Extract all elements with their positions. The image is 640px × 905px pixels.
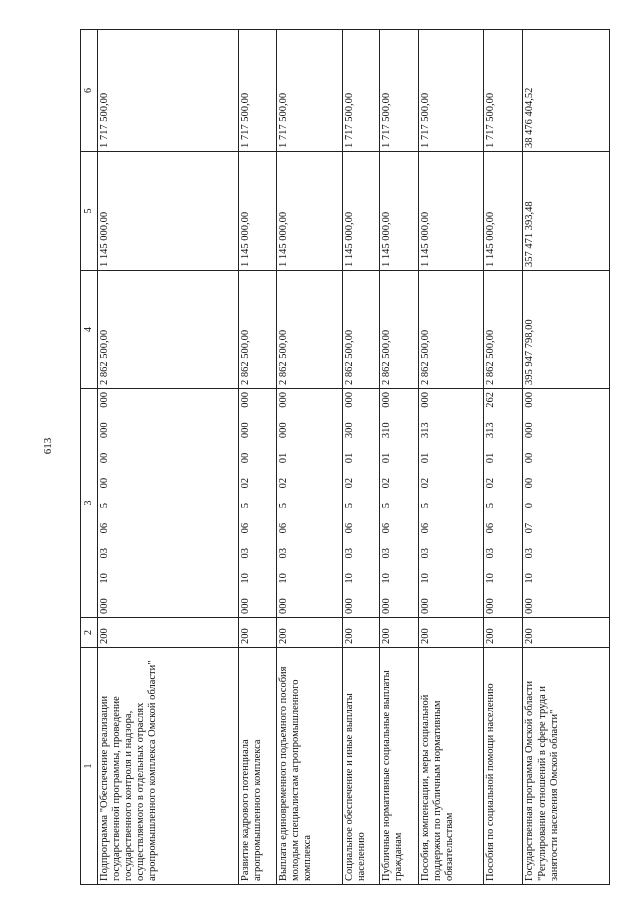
row-name-cell: Пособия, компенсации, меры социальной поддержки по публичным нормативным обязательствам — [418, 648, 483, 885]
amount-col4-cell: 2 862 500,00 — [276, 271, 342, 389]
admin-code-cell: 200 — [342, 618, 380, 648]
code-segment: 000 — [277, 422, 289, 439]
code-segment: 313 — [484, 422, 496, 439]
code-segment: 5 — [99, 503, 111, 509]
code-segment: 10 — [277, 573, 289, 584]
classification-code-cell — [342, 389, 380, 618]
classification-code-cell — [239, 389, 277, 618]
code-segment: 02 — [343, 477, 355, 489]
code-segment: 10 — [484, 573, 496, 584]
amount-col6-cell: 1 717 500,00 — [342, 30, 380, 152]
code-segment: 310 — [381, 422, 393, 439]
amount-col5-cell: 1 145 000,00 — [380, 152, 419, 271]
code-segment: 01 — [277, 452, 289, 464]
amount-col5-cell: 357 471 393,48 — [523, 152, 610, 271]
code-segment: 000 — [277, 598, 289, 614]
code-segment: 01 — [419, 452, 431, 464]
code-segment: 5 — [240, 503, 252, 509]
amount-col6-cell: 1 717 500,00 — [276, 30, 342, 152]
amount-col4-cell: 2 862 500,00 — [239, 271, 277, 389]
table-row — [523, 30, 610, 885]
code-segments — [240, 392, 252, 614]
code-segment: 10 — [524, 573, 536, 584]
table-row — [483, 30, 523, 885]
table-row — [239, 30, 277, 885]
row-name-cell: Подпрограмма "Обеспечение реализации государственной программы, проведение государственного контроля и надзора, осуществляемого в отдельных отраслях агропромышленного комплекса Омской области" — [98, 648, 239, 885]
table-row — [380, 30, 419, 885]
code-segment: 000 — [484, 598, 496, 614]
amount-col5-cell: 1 145 000,00 — [342, 152, 380, 271]
amount-col6-cell: 1 717 500,00 — [418, 30, 483, 152]
table-row — [98, 30, 239, 885]
code-segment: 5 — [484, 503, 496, 509]
classification-code-cell — [523, 389, 610, 618]
header-cell: 4 — [81, 271, 98, 389]
header-cell: 1 — [81, 648, 98, 885]
code-segment: 10 — [381, 573, 393, 584]
code-segment: 03 — [277, 548, 289, 559]
code-segment: 06 — [99, 522, 111, 534]
table-row — [418, 30, 483, 885]
amount-col4-cell: 2 862 500,00 — [483, 271, 523, 389]
amount-col4-cell: 395 947 798,00 — [523, 271, 610, 389]
code-segment: 300 — [343, 422, 355, 439]
code-segment: 06 — [484, 522, 496, 534]
classification-code-cell — [483, 389, 523, 618]
code-segment: 000 — [381, 598, 393, 614]
admin-code-cell: 200 — [98, 618, 239, 648]
amount-col5-cell: 1 145 000,00 — [483, 152, 523, 271]
amount-col5-cell: 1 145 000,00 — [98, 152, 239, 271]
code-segment: 5 — [381, 503, 393, 509]
amount-col6-cell: 38 476 404,52 — [523, 30, 610, 152]
amount-col4-cell: 2 862 500,00 — [98, 271, 239, 389]
code-segments — [524, 392, 536, 614]
code-segment: 03 — [343, 548, 355, 559]
amount-col6-cell: 1 717 500,00 — [380, 30, 419, 152]
code-segment: 000 — [240, 392, 252, 408]
code-segment: 00 — [524, 477, 536, 489]
code-segment: 03 — [99, 548, 111, 559]
code-segment: 03 — [240, 548, 252, 559]
page-number: 613 — [42, 437, 54, 455]
admin-code-cell: 200 — [276, 618, 342, 648]
code-segment: 313 — [419, 422, 431, 439]
amount-col6-cell: 1 717 500,00 — [483, 30, 523, 152]
row-name-cell: Государственная программа Омской области "Регулирование отношений в сфере труда и занятости населения Омской области" — [523, 648, 610, 885]
code-segment: 000 — [381, 392, 393, 408]
classification-code-cell — [276, 389, 342, 618]
amount-col5-cell: 1 145 000,00 — [239, 152, 277, 271]
amount-col6-cell: 1 717 500,00 — [239, 30, 277, 152]
code-segment: 000 — [99, 422, 111, 439]
row-name-cell: Пособия по социальной помощи населению — [483, 648, 523, 885]
code-segment: 02 — [240, 477, 252, 489]
row-name-cell: Публичные нормативные социальные выплаты гражданам — [380, 648, 419, 885]
code-segments — [278, 392, 290, 614]
row-name-cell: Развитие кадрового потенциала агропромышленного комплекса — [239, 648, 277, 885]
code-segment: 000 — [343, 598, 355, 614]
code-segments — [420, 392, 432, 614]
code-segment: 01 — [484, 452, 496, 464]
admin-code-cell: 200 — [239, 618, 277, 648]
code-segment: 06 — [277, 522, 289, 534]
code-segment: 000 — [419, 598, 431, 614]
code-segments — [344, 392, 356, 614]
header-cell: 6 — [81, 30, 98, 152]
code-segment: 07 — [524, 522, 536, 534]
code-segment: 10 — [240, 573, 252, 584]
code-segment: 03 — [484, 548, 496, 559]
header-row — [81, 30, 98, 885]
code-segment: 10 — [419, 573, 431, 584]
code-segments — [485, 392, 497, 614]
code-segment: 000 — [240, 598, 252, 614]
code-segment: 5 — [277, 503, 289, 509]
code-segment: 06 — [240, 522, 252, 534]
amount-col5-cell: 1 145 000,00 — [418, 152, 483, 271]
code-segment: 01 — [343, 452, 355, 464]
code-segment: 01 — [381, 452, 393, 464]
amount-col4-cell: 2 862 500,00 — [342, 271, 380, 389]
code-segment: 06 — [343, 522, 355, 534]
classification-code-cell — [98, 389, 239, 618]
code-segment: 02 — [277, 477, 289, 489]
code-segment: 00 — [240, 452, 252, 464]
amount-col5-cell: 1 145 000,00 — [276, 152, 342, 271]
amount-col6-cell: 1 717 500,00 — [98, 30, 239, 152]
code-segment: 000 — [277, 392, 289, 408]
code-segments — [99, 392, 111, 614]
header-cell: 5 — [81, 152, 98, 271]
budget-table — [80, 29, 610, 885]
code-segment: 000 — [524, 392, 536, 408]
header-cell: 3 — [81, 389, 98, 618]
admin-code-cell: 200 — [483, 618, 523, 648]
code-segment: 000 — [524, 422, 536, 439]
table-row — [342, 30, 380, 885]
admin-code-cell: 200 — [418, 618, 483, 648]
code-segment: 0 — [524, 503, 536, 509]
code-segment: 5 — [419, 503, 431, 509]
code-segment: 03 — [419, 548, 431, 559]
amount-col4-cell: 2 862 500,00 — [380, 271, 419, 389]
code-segment: 03 — [381, 548, 393, 559]
code-segment: 00 — [99, 452, 111, 464]
header-cell: 2 — [81, 618, 98, 648]
code-segment: 06 — [419, 522, 431, 534]
code-segment: 02 — [419, 477, 431, 489]
code-segment: 000 — [343, 392, 355, 408]
code-segment: 000 — [99, 598, 111, 614]
admin-code-cell: 200 — [380, 618, 419, 648]
code-segment: 02 — [484, 477, 496, 489]
code-segment: 00 — [99, 477, 111, 489]
classification-code-cell — [418, 389, 483, 618]
code-segment: 10 — [99, 573, 111, 584]
classification-code-cell — [380, 389, 419, 618]
row-name-cell: Социальное обеспечение и иные выплаты населению — [342, 648, 380, 885]
code-segment: 000 — [524, 598, 536, 614]
code-segment: 000 — [240, 422, 252, 439]
code-segment: 02 — [381, 477, 393, 489]
code-segment: 000 — [99, 392, 111, 408]
code-segments — [381, 392, 393, 614]
amount-col4-cell: 2 862 500,00 — [418, 271, 483, 389]
rotated-table-container — [80, 30, 610, 885]
table-row — [276, 30, 342, 885]
code-segment: 262 — [484, 392, 496, 408]
code-segment: 06 — [381, 522, 393, 534]
code-segment: 03 — [524, 548, 536, 559]
row-name-cell: Выплата единовременного подъемного пособия молодым специалистам агропромышленного комплекса — [276, 648, 342, 885]
code-segment: 10 — [343, 573, 355, 584]
code-segment: 00 — [524, 452, 536, 464]
code-segment: 5 — [343, 503, 355, 509]
admin-code-cell: 200 — [523, 618, 610, 648]
code-segment: 000 — [419, 392, 431, 408]
